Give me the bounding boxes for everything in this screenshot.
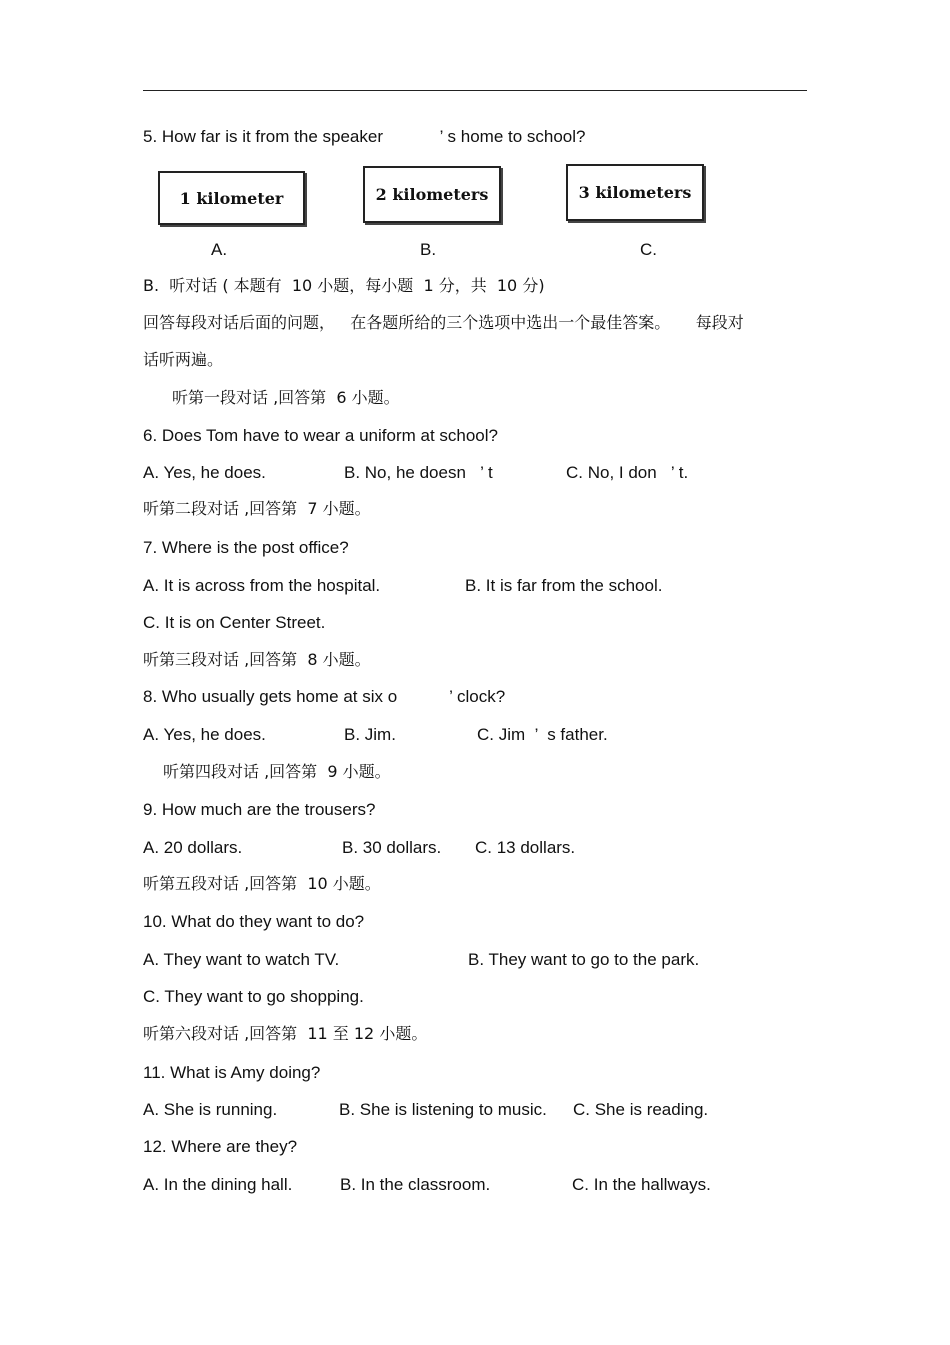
q6-option-b: B. No, he doesn ’ t xyxy=(344,463,493,482)
question-9: 9. How much are the trousers? xyxy=(143,800,376,819)
q11-option-a: A. She is running. xyxy=(143,1100,278,1119)
question-8: 8. Who usually gets home at six o ’ clock? xyxy=(143,687,506,706)
q7-option-c: C. It is on Center Street. xyxy=(143,613,326,632)
q8-option-c: C. Jim ’ s father. xyxy=(477,725,608,744)
dialogue-4-note: 听第四段对话 ,回答第 9 小题。 xyxy=(163,762,391,781)
q9-option-c: C. 13 dollars. xyxy=(475,838,576,857)
q8-option-a: A. Yes, he does. xyxy=(143,725,266,744)
option-box-c: 3 kilometers xyxy=(566,164,704,221)
option-box-a: 1 kilometer xyxy=(158,171,305,225)
q11-option-c: C. She is reading. xyxy=(573,1100,709,1119)
dialogue-2-note: 听第二段对话 ,回答第 7 小题。 xyxy=(143,499,371,518)
q6-option-a: A. Yes, he does. xyxy=(143,463,266,482)
q10-option-b: B. They want to go to the park. xyxy=(468,950,700,969)
q9-option-a: A. 20 dollars. xyxy=(143,838,243,857)
q11-option-b: B. She is listening to music. xyxy=(339,1100,547,1119)
section-b-instruction-2: 话听两遍。 xyxy=(143,350,224,369)
question-11: 11. What is Amy doing? xyxy=(143,1063,321,1082)
q12-option-b: B. In the classroom. xyxy=(340,1175,491,1194)
question-7: 7. Where is the post office? xyxy=(143,538,349,557)
q8-option-b: B. Jim. xyxy=(344,725,396,744)
q7-option-a: A. It is across from the hospital. xyxy=(143,576,381,595)
dialogue-5-note: 听第五段对话 ,回答第 10 小题。 xyxy=(143,874,381,893)
option-label-b: B. xyxy=(420,240,437,259)
question-5: 5. How far is it from the speaker ’ s home to school? xyxy=(143,127,586,146)
q6-option-c: C. No, I don ’ t. xyxy=(566,463,689,482)
q10-option-a: A. They want to watch TV. xyxy=(143,950,340,969)
q10-option-c: C. They want to go shopping. xyxy=(143,987,364,1006)
option-label-c: C. xyxy=(640,240,657,259)
q12-option-c: C. In the hallways. xyxy=(572,1175,711,1194)
q9-option-b: B. 30 dollars. xyxy=(342,838,442,857)
dialogue-6-note: 听第六段对话 ,回答第 11 至 12 小题。 xyxy=(143,1024,428,1043)
question-12: 12. Where are they? xyxy=(143,1137,298,1156)
section-b-instruction-1: 回答每段对话后面的问题， 在各题所给的三个选项中选出一个最佳答案。 每段对 xyxy=(143,313,744,332)
option-label-a: A. xyxy=(211,240,228,259)
question-10: 10. What do they want to do? xyxy=(143,912,365,931)
section-b-heading: B. 听对话 ( 本题有 10 小题，每小题 1 分，共 10 分) xyxy=(143,276,545,295)
q12-option-a: A. In the dining hall. xyxy=(143,1175,293,1194)
dialogue-1-note: 听第一段对话 ,回答第 6 小题。 xyxy=(172,388,400,407)
dialogue-3-note: 听第三段对话 ,回答第 8 小题。 xyxy=(143,650,371,669)
top-rule xyxy=(143,90,807,91)
question-6: 6. Does Tom have to wear a uniform at school? xyxy=(143,426,498,445)
option-box-b: 2 kilometers xyxy=(363,166,501,223)
q7-option-b: B. It is far from the school. xyxy=(465,576,663,595)
